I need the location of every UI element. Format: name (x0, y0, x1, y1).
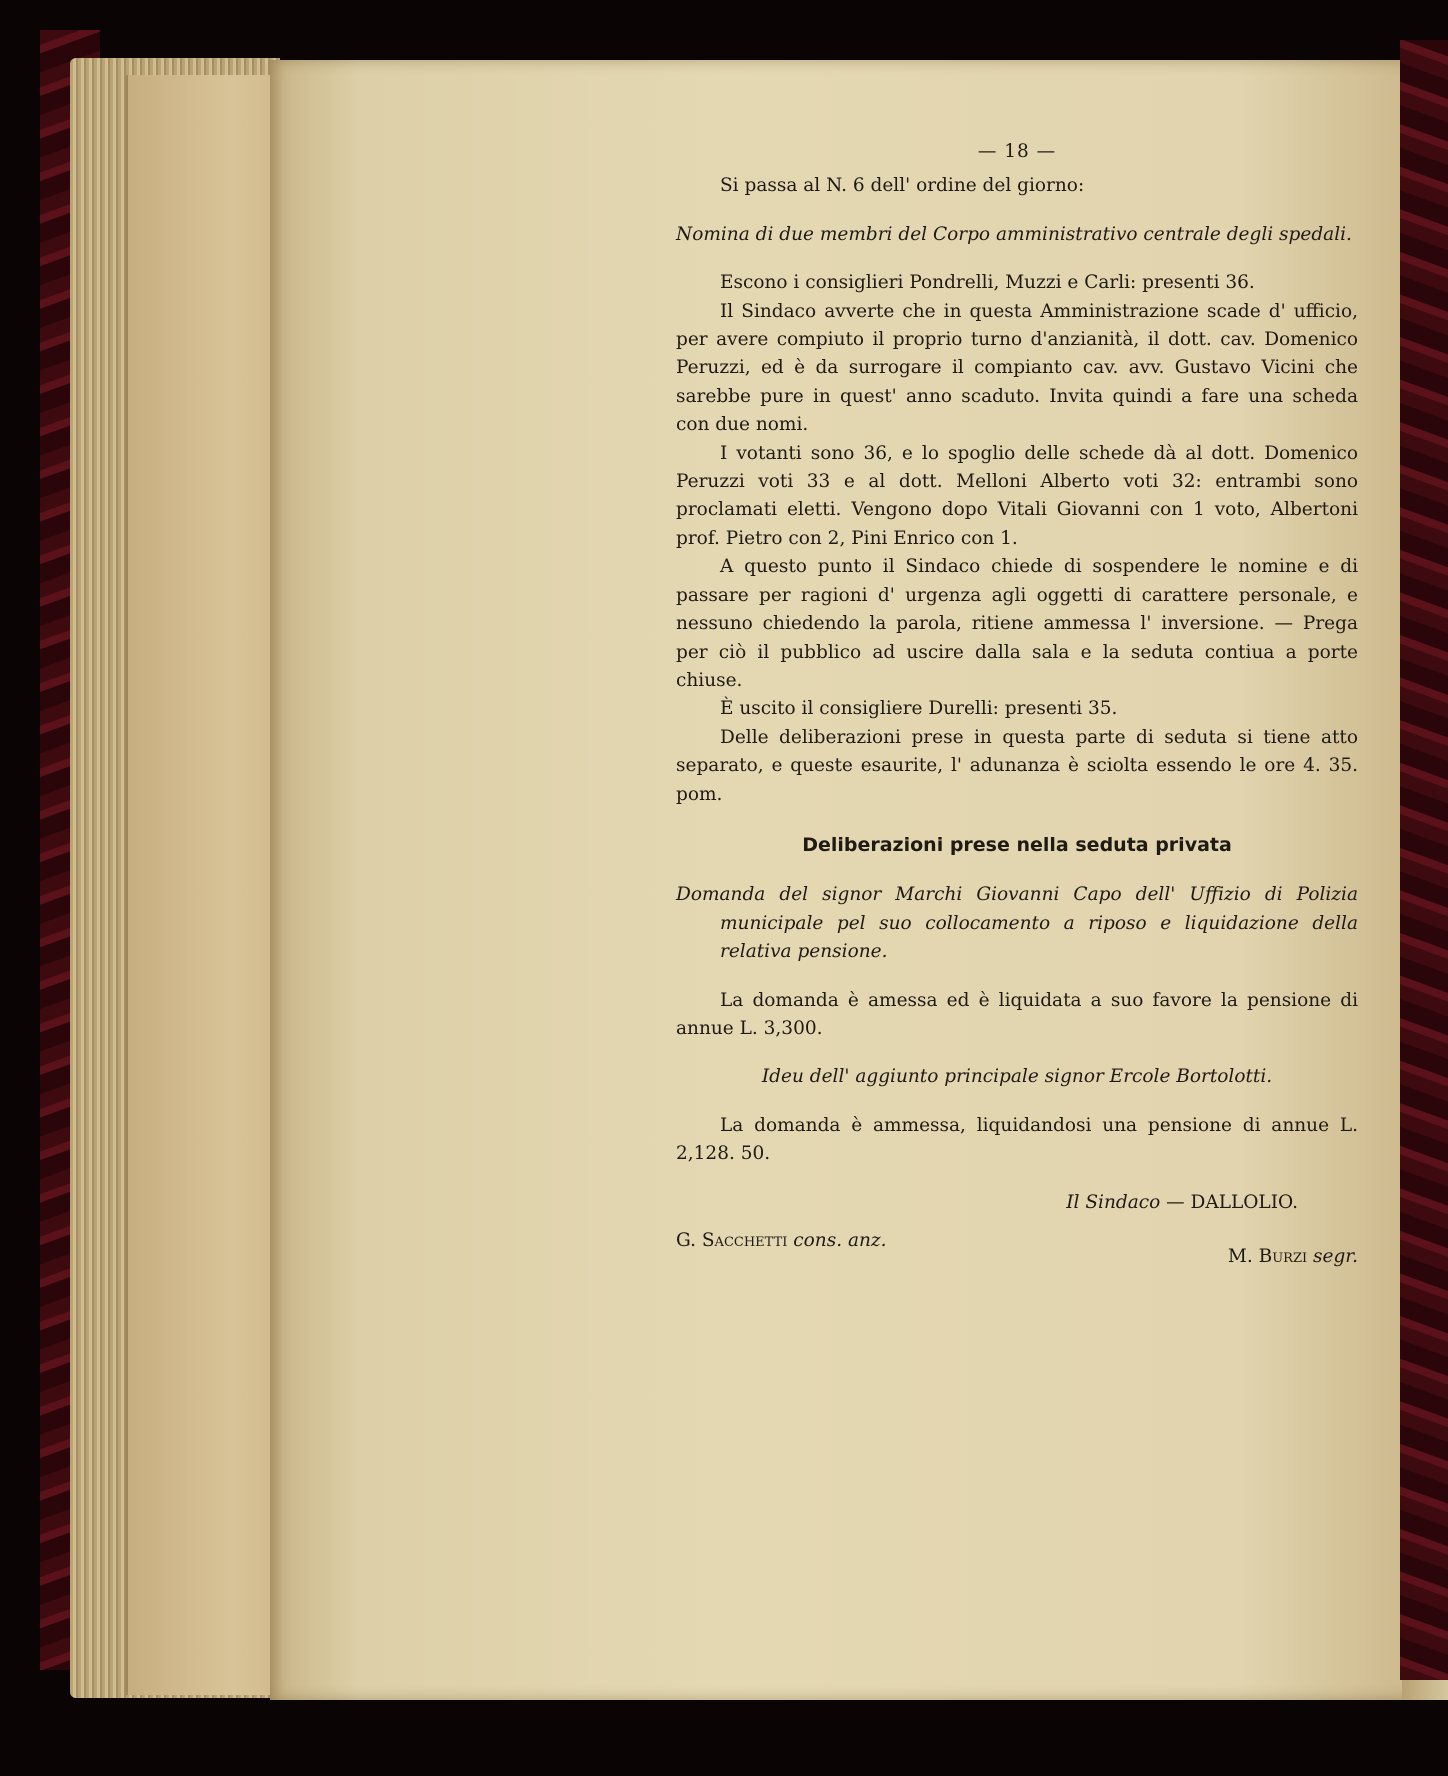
signature-left (676, 1227, 887, 1271)
signature-sindaco (676, 1189, 1358, 1217)
sacchetti-role: cons. anz. (793, 1230, 887, 1251)
paragraph-5: È uscito il consigliere Durelli: presenti 35. (720, 698, 1118, 720)
section-heading: Deliberazioni prese nella seduta privata (802, 833, 1232, 856)
section-title-bortolotti: Ideu dell' aggiunto principale signor Ercole Bortolotti. (761, 1066, 1273, 1088)
burzi-name: M. Burzi (1227, 1246, 1308, 1267)
paragraph-8: La domanda è ammessa, liquidandosi una pensione di annue L. 2,128. 50. (676, 1114, 1358, 1165)
page-number: — 18 — (977, 141, 1057, 162)
paragraph-4: A questo punto il Sindaco chiede di sospendere le nomine e di passare per ragioni d' urgenza agli oggetti di carattere personale, e nessuno chiedendo la parola, ritiene ammessa l' inversione. — Prega per ciò il pubblico ad uscire dalla sala e la seduta contiua a porte chiuse. (676, 556, 1358, 691)
paragraph-6: Delle deliberazioni prese in questa parte di seduta si tiene atto separato, e queste esaurite, l' adunanza è sciolta essendo le ore 4. 35. pom. (676, 726, 1358, 805)
intro-line: Si passa al N. 6 dell' ordine del giorno: (720, 175, 1085, 197)
paragraph-3: I votanti sono 36, e lo spoglio delle schede dà al dott. Domenico Peruzzi voti 33 e al dott. Melloni Alberto voti 32: entrambi sono proclamati eletti. Vengono dopo Vitali Giovanni con 1 voto, Albertoni prof. Pietro con 2, Pini Enrico con 1. (676, 442, 1358, 549)
sindaco-name: — DALLOLIO. (1166, 1191, 1298, 1213)
sindaco-label: Il Sindaco (1066, 1191, 1161, 1213)
paragraph-2: Il Sindaco avverte che in questa Amministrazione scade d' ufficio, per avere compiuto il proprio turno d'anzianità, il dott. cav. Domenico Peruzzi, ed è da surrogare il compianto cav. avv. Gustavo Vicini che sarebbe pure in quest' anno scaduto. Invita quindi a fare una scheda con due nomi. (676, 300, 1358, 436)
signature-row (676, 1227, 1358, 1271)
paragraph-1: Escono i consiglieri Pondrelli, Muzzi e Carli: presenti 36. (720, 272, 1255, 294)
section-title-marchi: Domanda del signor Marchi Giovanni Capo dell' Uffizio di Polizia municipale pel suo collocamento a riposo e liquidazione della relativa pensione. (676, 884, 1358, 963)
sacchetti-name: G. Sacchetti (676, 1230, 788, 1251)
signature-right (1228, 1243, 1358, 1271)
page-text (676, 138, 1358, 1271)
section-title-nomina: Nomina di due membri del Corpo amministrativo centrale degli spedali. (676, 223, 1352, 245)
burzi-role: segr. (1313, 1246, 1358, 1267)
paragraph-7: La domanda è amessa ed è liquidata a suo favore la pensione di annue L. 3,300. (676, 989, 1358, 1039)
book-cover-cloth-right (1400, 40, 1448, 1680)
